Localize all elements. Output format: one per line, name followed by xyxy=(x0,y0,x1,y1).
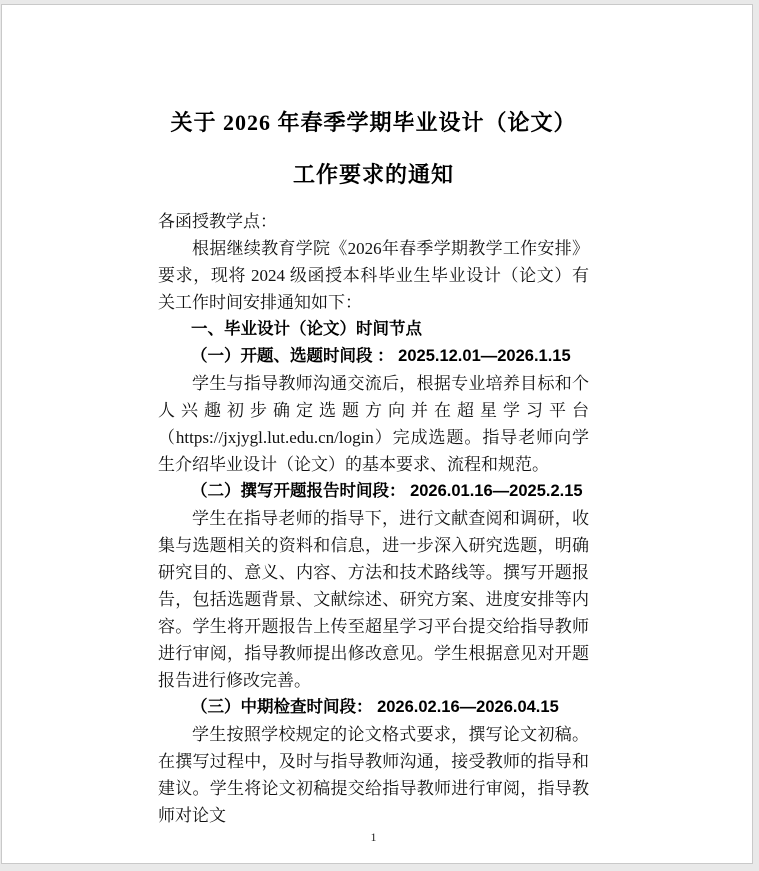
subsection-3-paragraph: 学生按照学校规定的论文格式要求，撰写论文初稿。在撰写过程中，及时与指导教师沟通，接受教师的指导和建议。学生将论文初稿提交给指导教师进行审阅，指导教师对论文 xyxy=(158,725,589,825)
title-line-2: 工作要求的通知 xyxy=(292,162,454,187)
salutation: 各函授教学点： xyxy=(158,212,277,231)
subsection-1-heading: （一）开题、选题时间段 ： 2025.12.01—2026.1.15 xyxy=(191,347,571,365)
document-title xyxy=(158,97,589,201)
intro-paragraph: 根据继续教育学院《2026年春季学期教学工作安排》要求，现将 2024 级函授本科毕业生毕业设计（论文）有关工作时间安排通知如下： xyxy=(158,239,589,312)
title-line-1: 关于 2026 年春季学期毕业设计（论文） xyxy=(170,110,577,135)
section-heading: 一、毕业设计（论文）时间节点 xyxy=(191,320,422,338)
subsection-2-paragraph: 学生在指导老师的指导下，进行文献查阅和调研，收集与选题相关的资料和信息，进一步深入研究选题，明确研究目的、意义、内容、方法和技术路线等。撰写开题报告，包括选题背景、文献综述、研究方案、进度安排等内容。学生将开题报告上传至超星学习平台提交给指导教师进行审阅，指导教师提出修改意见。学生根据意见对开题报告进行修改完善。 xyxy=(158,509,589,690)
document-page xyxy=(1,4,753,864)
subsection-2-heading: （二）撰写开题报告时间段： 2026.01.16—2025.2.15 xyxy=(191,482,583,500)
subsection-3-heading: （三）中期检查时间段： 2026.02.16—2026.04.15 xyxy=(191,698,559,716)
page-number: 1 xyxy=(370,830,377,844)
subsection-1-paragraph: 学生与指导教师沟通交流后，根据专业培养目标和个人兴趣初步确定选题方向并在超星学习平台（https://jxjygl.lut.edu.cn/login）完成选题。指导老师向学生介绍毕业设计（论文）的基本要求、流程和规范。 xyxy=(158,374,589,474)
document-body xyxy=(158,208,589,829)
